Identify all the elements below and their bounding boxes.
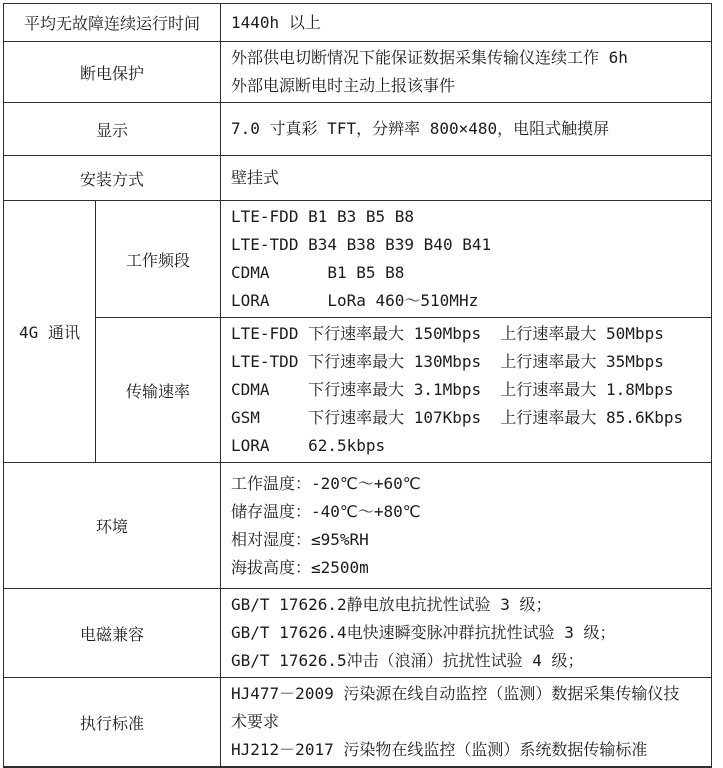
row-value-mounting	[221, 156, 712, 201]
spec-row-mtbf	[4, 4, 712, 42]
spec-line: HJ477－2009 污染源在线自动监控（监测）数据采集传输仪技	[231, 684, 680, 703]
spec-line: 外部电源断电时主动上报该事件	[231, 76, 456, 95]
spec-line: 工作温度：-20℃～+60℃	[231, 473, 421, 493]
row-label-power-protection: 断电保护	[4, 42, 221, 103]
spec-line: 相对湿度：≤95%RH	[231, 529, 369, 549]
row-value-environment	[221, 463, 712, 589]
row-label-mtbf: 平均无故障连续运行时间	[4, 4, 221, 42]
spec-line: LTE-TDD 下行速率最大 130Mbps 上行速率最大 35Mbps	[231, 352, 664, 371]
spec-line: 术要求	[231, 712, 280, 731]
spec-row-mounting	[4, 156, 712, 201]
spec-line: 海拔高度：≤2500m	[231, 557, 369, 577]
spec-line: LORA 62.5kbps	[231, 436, 386, 455]
spec-line: 1440h 以上	[231, 12, 321, 32]
group-label-4g: 4G 通讯	[4, 201, 96, 463]
row-value-power-protection	[221, 42, 712, 103]
spec-line: LORA LoRa 460～510MHz	[231, 291, 479, 310]
row-label-environment: 环境	[4, 463, 221, 589]
spec-line: CDMA 下行速率最大 3.1Mbps 上行速率最大 1.8Mbps	[231, 380, 674, 399]
spec-line: GSM 下行速率最大 107Kbps 上行速率最大 85.6Kbps	[231, 408, 684, 427]
spec-line: GB/T 17626.4电快速瞬变脉冲群抗扰性试验 3 级；	[231, 623, 616, 642]
spec-line: LTE-TDD B34 B38 B39 B40 B41	[231, 235, 492, 254]
spec-line: LTE-FDD 下行速率最大 150Mbps 上行速率最大 50Mbps	[231, 324, 664, 343]
spec-line: GB/T 17626.2静电放电抗扰性试验 3 级；	[231, 595, 552, 614]
spec-line: 壁挂式	[231, 168, 280, 187]
spec-row-standards	[4, 678, 712, 768]
row-value-display	[221, 103, 712, 156]
row-value-standards	[221, 678, 712, 768]
spec-line: 外部供电切断情况下能保证数据采集传输仪连续工作 6h	[231, 48, 628, 67]
row-value-mtbf	[221, 4, 712, 42]
row-label-display: 显示	[4, 103, 221, 156]
row-label-rates: 传输速率	[96, 318, 221, 463]
row-value-emc	[221, 589, 712, 678]
row-label-mounting: 安装方式	[4, 156, 221, 201]
spec-line: LTE-FDD B1 B3 B5 B8	[231, 207, 415, 226]
row-label-standards: 执行标准	[4, 678, 221, 768]
row-label-bands: 工作频段	[96, 201, 221, 318]
spec-table	[3, 3, 712, 768]
spec-line: 储存温度：-40℃～+80℃	[231, 501, 421, 521]
spec-row-emc	[4, 589, 712, 678]
spec-line: 7.0 寸真彩 TFT，分辨率 800×480，电阻式触摸屏	[231, 119, 610, 138]
spec-row-power-protection	[4, 42, 712, 103]
row-value-bands	[221, 201, 712, 318]
row-value-rates	[221, 318, 712, 463]
spec-row-4g-rates	[4, 318, 712, 463]
spec-row-environment	[4, 463, 712, 589]
spec-line: CDMA B1 B5 B8	[231, 263, 405, 282]
spec-row-4g-bands	[4, 201, 712, 318]
spec-line: GB/T 17626.5冲击（浪涌）抗扰性试验 4 级；	[231, 651, 584, 670]
spec-line: HJ212－2017 污染物在线监控（监测）系统数据传输标准	[231, 740, 648, 759]
spec-row-display	[4, 103, 712, 156]
row-label-emc: 电磁兼容	[4, 589, 221, 678]
